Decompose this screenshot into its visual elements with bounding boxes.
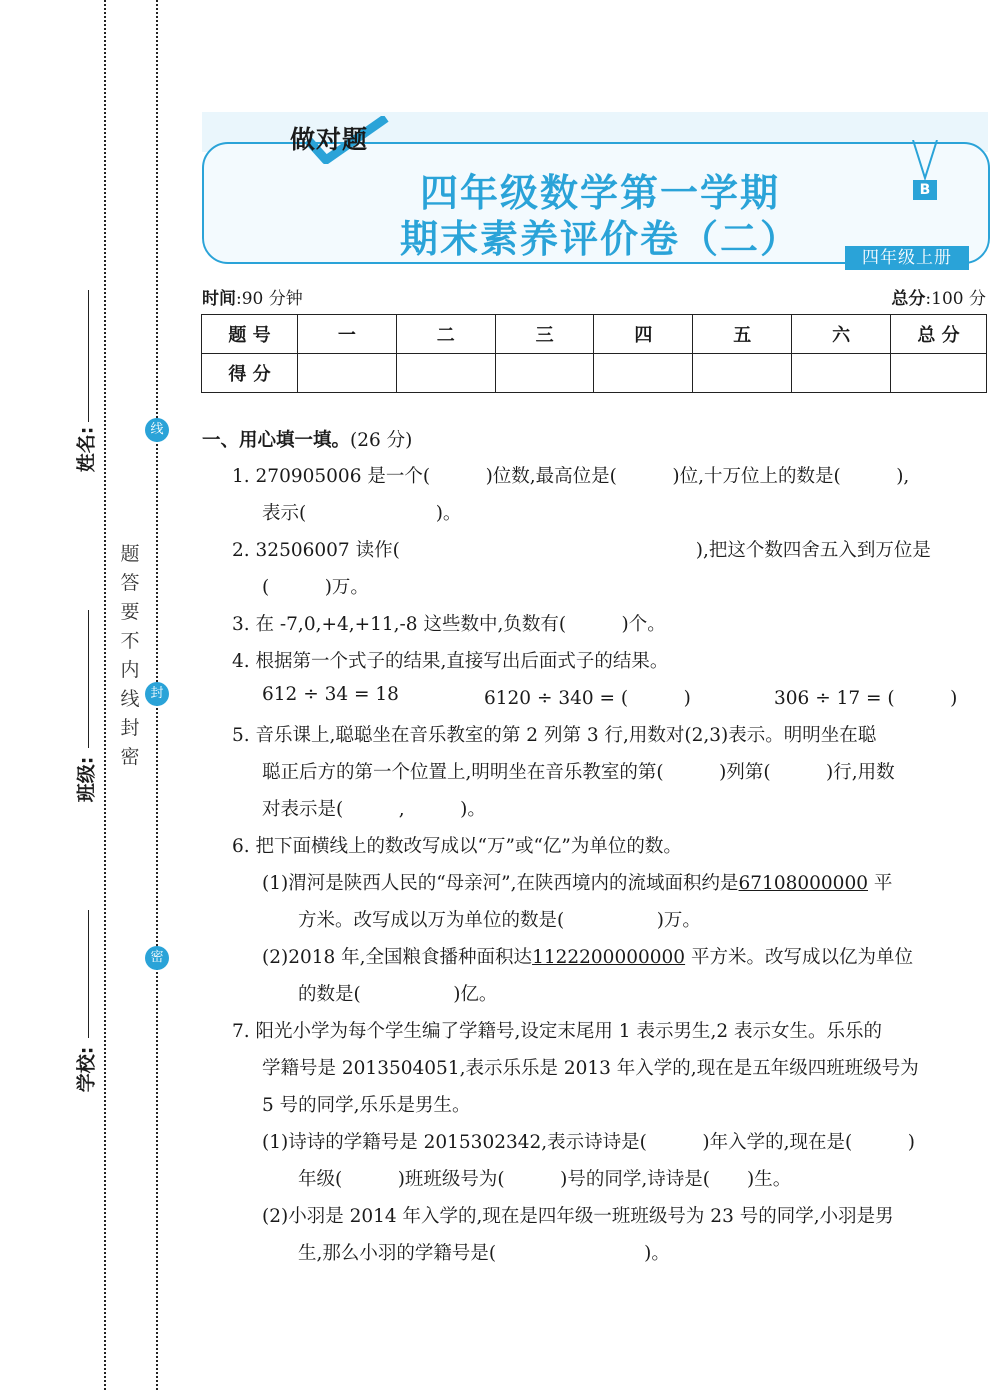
school-field[interactable]: [62, 910, 102, 1100]
underlined-number: 1122200000000: [532, 947, 686, 968]
score-header-cell: 五: [693, 315, 792, 354]
question-7-line-2: 学籍号是 2013504051,表示乐乐是 2013 年入学的,现在是五年级四班班级号为: [262, 1058, 919, 1079]
question-6-1-line-2: 方米。改写成以万为单位的数是( )万。: [298, 910, 701, 931]
version-badge: B: [913, 180, 937, 200]
score-input-cell[interactable]: [792, 354, 891, 393]
score-table-header-row: [202, 315, 987, 354]
question-6-1-line-1: (1)渭河是陕西人民的“母亲河”,在陕西境内的流域面积约是67108000000 平: [262, 873, 893, 894]
question-7-line-3: 5 号的同学,乐乐是男生。: [262, 1095, 471, 1116]
score-input-cell[interactable]: [396, 354, 495, 393]
score-row-label: 得 分: [202, 354, 298, 393]
underlined-number: 67108000000: [738, 873, 868, 894]
question-4-part-b: 306 ÷ 17 = ( ): [774, 688, 958, 709]
grade-tab: 四年级上册: [845, 246, 969, 270]
score-header-cell: 四: [594, 315, 693, 354]
score-input-cell[interactable]: [594, 354, 693, 393]
score-header-cell: 总 分: [891, 315, 987, 354]
exam-title-line2: 期末素养评价卷（二）: [399, 217, 800, 261]
name-write-line: [88, 290, 89, 422]
seal-mark-xian: 线: [145, 418, 169, 442]
do-not-answer-notice: 题 答 要 不 内 线 封 密: [120, 543, 140, 768]
question-1-line-1: 1. 270905006 是一个( )位数,最高位是( )位,十万位上的数是( ),: [232, 466, 910, 487]
binding-dotted-line-outer: [104, 0, 106, 1390]
class-label: 班级:: [75, 756, 98, 803]
exam-total-score: 总分:100 分: [891, 289, 986, 309]
school-label: 学校:: [75, 1046, 98, 1093]
exam-time: 时间:90 分钟: [202, 289, 303, 309]
question-7-1-line-1: (1)诗诗的学籍号是 2015302342,表示诗诗是( )年入学的,现在是( ): [262, 1132, 915, 1153]
score-input-cell[interactable]: [693, 354, 792, 393]
question-2-line-2: ( )万。: [262, 577, 369, 598]
class-write-line: [88, 610, 89, 748]
question-5-line-1: 5. 音乐课上,聪聪坐在音乐教室的第 2 列第 3 行,用数对(2,3)表示。明明坐在聪: [232, 725, 877, 746]
section-1-title: 一、用心填一填。(26 分): [202, 430, 413, 451]
question-7-1-line-2: 年级( )班班级号为( )号的同学,诗诗是( )生。: [298, 1169, 792, 1190]
score-header-cell: 一: [298, 315, 397, 354]
score-table: [201, 314, 987, 393]
question-4-part-a: 6120 ÷ 340 = ( ): [484, 688, 691, 709]
question-7-2-line-1: (2)小羽是 2014 年入学的,现在是四年级一班班级号为 23 号的同学,小羽是男: [262, 1206, 894, 1227]
seal-mark-feng: 封: [145, 682, 169, 706]
class-field[interactable]: [62, 610, 102, 803]
school-write-line: [88, 910, 89, 1038]
question-6-prompt: 6. 把下面横线上的数改写成以“万”或“亿”为单位的数。: [232, 836, 682, 857]
name-field[interactable]: [62, 290, 102, 473]
question-4-prompt: 4. 根据第一个式子的结果,直接写出后面式子的结果。: [232, 651, 669, 672]
name-label: 姓名:: [75, 426, 98, 473]
question-6-2-line-1: (2)2018 年,全国粮食播种面积达1122200000000 平方米。改写成以亿为单位: [262, 947, 913, 968]
question-6-2-line-2: 的数是( )亿。: [298, 984, 498, 1005]
question-5-line-3: 对表示是( , )。: [262, 799, 486, 820]
badge-ribbon-icon: [908, 140, 942, 182]
score-input-cell[interactable]: [495, 354, 594, 393]
score-header-cell: 六: [792, 315, 891, 354]
score-input-cell[interactable]: [891, 354, 987, 393]
seal-mark-mi: 密: [145, 946, 169, 970]
question-5-line-2: 聪正后方的第一个位置上,明明坐在音乐教室的第( )列第( )行,用数: [262, 762, 895, 783]
question-3: 3. 在 -7,0,+4,+11,-8 这些数中,负数有( )个。: [232, 614, 666, 635]
score-header-cell: 三: [495, 315, 594, 354]
exam-title-line1: 四年级数学第一学期: [419, 171, 780, 215]
question-1-line-2: 表示( )。: [262, 503, 462, 524]
score-table-score-row: [202, 354, 987, 393]
question-7-2-line-2: 生,那么小羽的学籍号是( )。: [298, 1243, 670, 1264]
question-2-line-1: 2. 32506007 读作( ),把这个数四舍五入到万位是: [232, 540, 931, 561]
score-header-cell: 二: [396, 315, 495, 354]
score-header-cell: 题 号: [202, 315, 298, 354]
score-input-cell[interactable]: [298, 354, 397, 393]
question-4-given: 612 ÷ 34 = 18: [262, 684, 399, 705]
question-7-line-1: 7. 阳光小学为每个学生编了学籍号,设定末尾用 1 表示男生,2 表示女生。乐乐的: [232, 1021, 882, 1042]
brand-logo-text: 做对题: [290, 125, 369, 154]
